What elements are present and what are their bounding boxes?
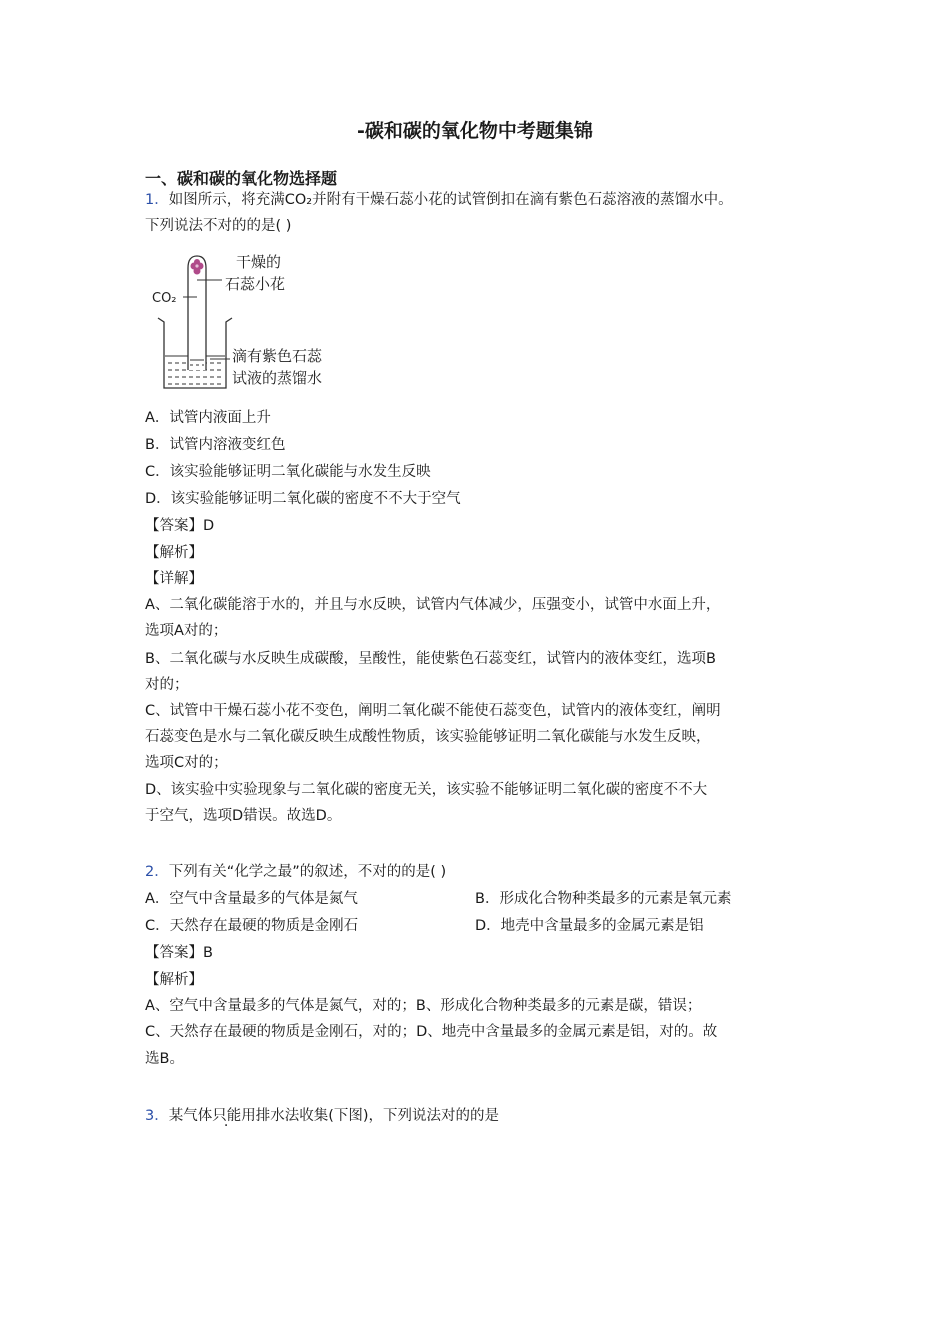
- flower-label-line2: 石蕊小花: [225, 275, 286, 293]
- q1-analysis-tag: 【解析】: [145, 545, 203, 561]
- q3-number: 3．: [145, 1108, 169, 1124]
- q1-option-b: B．试管内溶液变红色: [145, 437, 286, 453]
- q2-analysis-line: A、空气中含量最多的气体是氮气，对的；B、形成化合物种类最多的元素是碳，错误；: [145, 998, 702, 1014]
- q1-detail-line: 选项C对的；: [145, 755, 228, 771]
- q1-detail-line: 对的；: [145, 677, 189, 693]
- q1-option-d: D．该实验能够证明二氧化碳的密度不不大于空气: [145, 491, 461, 507]
- q2-option-c: C．天然存在最硬的物质是金刚石: [145, 918, 359, 934]
- q1-stem-line1: [145, 190, 733, 210]
- flower-label-line1: 干燥的: [236, 253, 282, 271]
- q2-analysis-line: C、天然存在最硬的物质是金刚石，对的；D、地壳中含量最多的金属元素是铝，对的。故: [145, 1024, 718, 1040]
- q1-detail-line: 于空气，选项D错误。故选D。: [145, 808, 342, 824]
- q3-stem: [145, 1106, 499, 1126]
- page-title: -碳和碳的氧化物中考题集锦: [357, 120, 593, 142]
- q2-option-b: B．形成化合物种类最多的元素是氧元素: [475, 891, 732, 907]
- q2-stem-text: 下列有关“化学之最”的叙述，不对的的是( ): [168, 864, 447, 880]
- q2-stem: [145, 862, 446, 882]
- q2-number: 2．: [145, 864, 169, 880]
- water-label-line2: 试液的蒸馏水: [232, 369, 323, 387]
- section-heading: 一、碳和碳的氧化物选择题: [145, 169, 338, 188]
- q1-stem-text: 如图所示，将充满CO₂并附有干燥石蕊小花的试管倒扣在滴有紫色石蕊溶液的蒸馏水中。: [168, 192, 733, 208]
- q2-option-a: A．空气中含量最多的气体是氮气: [145, 891, 358, 907]
- q2-analysis-line: 选B。: [145, 1051, 184, 1067]
- q1-detail-line: 石蕊变色是水与二氧化碳反映生成酸性物质，该实验能够证明二氧化碳能与水发生反映，: [145, 729, 711, 745]
- water-label-line1: 滴有紫色石蕊: [232, 347, 323, 365]
- q1-detail-tag: 【详解】: [145, 571, 203, 587]
- q1-stem-line2: 下列说法不对的的是( ): [145, 218, 292, 234]
- q2-answer: 【答案】B: [145, 945, 213, 961]
- q1-detail-line: D、该实验中实验现象与二氧化碳的密度无关，该实验不能够证明二氧化碳的密度不不大: [145, 782, 708, 798]
- q1-option-a: A．试管内液面上升: [145, 410, 271, 426]
- q3-stem-pre: 某气体: [168, 1108, 213, 1124]
- q1-number: 1．: [145, 192, 169, 208]
- q1-detail-line: B、二氧化碳与水反映生成碳酸，呈酸性，能使紫色石蕊变红，试管内的液体变红，选项B: [145, 651, 716, 667]
- q1-detail-line: C、试管中干燥石蕊小花不变色，阐明二氧化碳不能使石蕊变色，试管内的液体变红，阐明: [145, 703, 721, 719]
- q2-analysis-tag: 【解析】: [145, 972, 203, 988]
- q1-figure: [150, 250, 350, 395]
- q1-answer: 【答案】D: [145, 518, 215, 534]
- q2-option-d: D．地壳中含量最多的金属元素是铝: [475, 918, 704, 934]
- q3-emphasis: 只能: [212, 1108, 242, 1124]
- q1-detail-line: A、二氧化碳能溶于水的，并且与水反映，试管内气体减少，压强变小，试管中水面上升，: [145, 597, 721, 613]
- q3-stem-post: 用排水法收集(下图)，下列说法对的的是: [241, 1108, 500, 1124]
- q1-detail-line: 选项A对的；: [145, 623, 228, 639]
- q1-option-c: C．该实验能够证明二氧化碳能与水发生反映: [145, 464, 431, 480]
- co2-label: CO₂: [152, 291, 177, 306]
